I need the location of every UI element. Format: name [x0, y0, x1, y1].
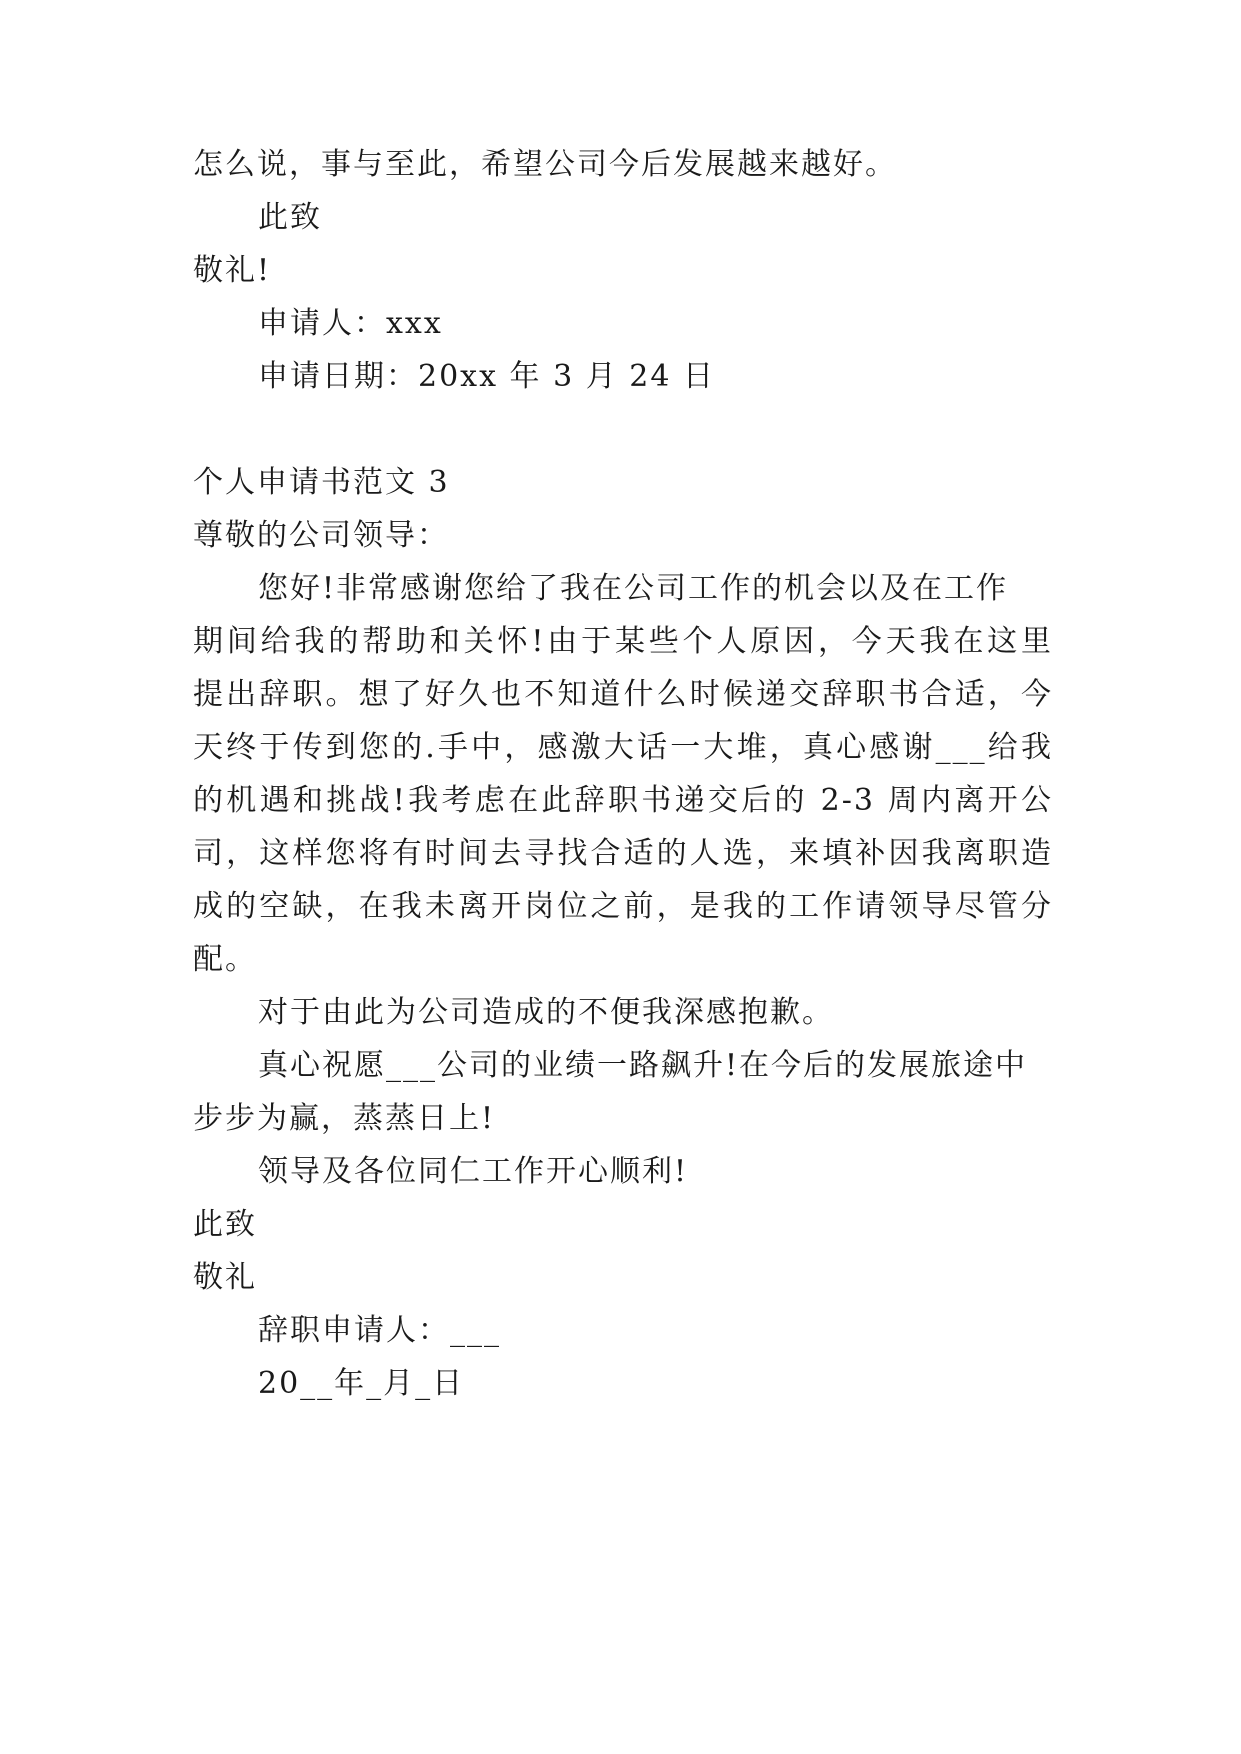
- salutation-jingli: 敬礼!: [193, 253, 272, 288]
- paragraph-line: 司，这样您将有时间去寻找合适的人选，来填补因我离职造: [193, 836, 1053, 871]
- applicant-line: 申请人：xxx: [258, 306, 443, 341]
- paragraph-line: 期间给我的帮助和关怀!由于某些个人原因，今天我在这里: [193, 624, 1053, 659]
- paragraph-line: 的机遇和挑战!我考虑在此辞职书递交后的 2-3 周内离开公: [193, 783, 1053, 818]
- salutation-cizhi: 此致: [193, 1207, 257, 1242]
- blessing-line: 领导及各位同仁工作开心顺利!: [258, 1154, 689, 1189]
- paragraph-line: 天终于传到您的.手中，感激大话一大堆，真心感谢___给我: [193, 730, 1053, 765]
- resignation-date-line: 20__年_月_日: [258, 1366, 465, 1401]
- greeting: 尊敬的公司领导：: [193, 518, 449, 553]
- wish-line: 步步为赢，蒸蒸日上!: [193, 1101, 496, 1136]
- closing-line: 怎么说，事与至此，希望公司今后发展越来越好。: [193, 147, 897, 182]
- apology-line: 对于由此为公司造成的不便我深感抱歉。: [258, 995, 834, 1030]
- paragraph-line: 配。: [193, 942, 257, 977]
- section-title: 个人申请书范文 3: [193, 465, 450, 500]
- paragraph-line: 您好!非常感谢您给了我在公司工作的机会以及在工作: [258, 571, 1009, 606]
- date-line: 申请日期：20xx 年 3 月 24 日: [258, 359, 715, 394]
- wish-line: 真心祝愿___公司的业绩一路飙升!在今后的发展旅途中: [258, 1048, 1028, 1083]
- salutation-cizhi: 此致: [258, 200, 322, 235]
- resignation-applicant-line: 辞职申请人：___: [258, 1313, 501, 1348]
- salutation-jingli: 敬礼: [193, 1260, 257, 1295]
- paragraph-line: 提出辞职。想了好久也不知道什么时候递交辞职书合适，今: [193, 677, 1053, 712]
- paragraph-line: 成的空缺，在我未离开岗位之前，是我的工作请领导尽管分: [193, 889, 1053, 924]
